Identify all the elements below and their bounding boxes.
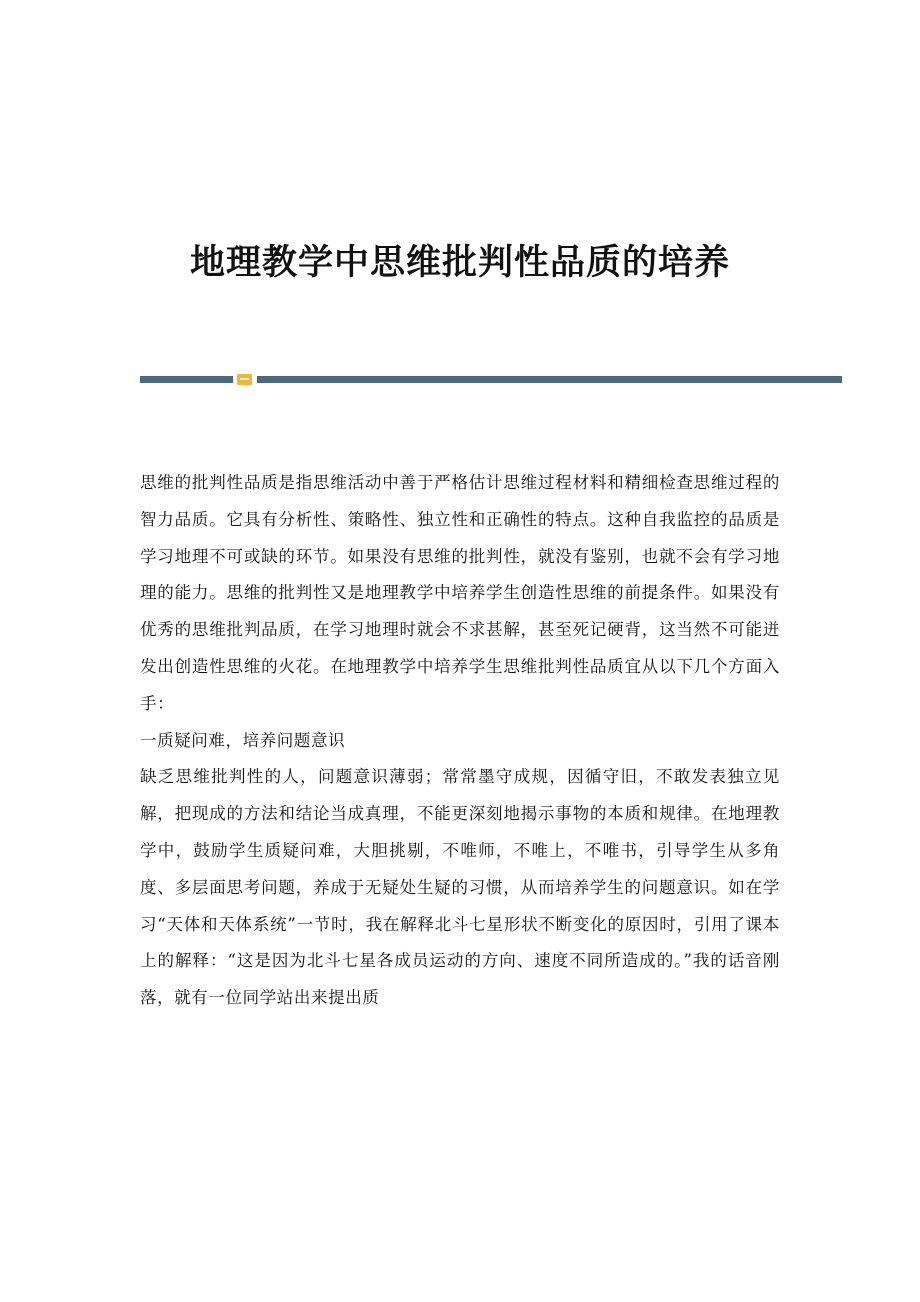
document-body [140,465,780,1017]
section-heading: 一质疑问难，培养问题意识 [140,730,346,750]
divider-bar-left [140,376,233,383]
title-divider [140,374,842,386]
intro-paragraph: 思维的批判性品质是指思维活动中善于严格估计思维过程材料和精细检查思维过程的智力品质。它具有分析性、策略性、独立性和正确性的特点。这种自我监控的品质是学习地理不可或缺的环节。如果没有思维的批判性，就没有鉴别，也就不会有学习地理的能力。思维的批判性又是地理教学中培养学生创造性思维的前提条件。如果没有优秀的思维批判品质，在学习地理时就会不求甚解，甚至死记硬背，这当然不可能迸发出创造性思维的火花。在地理教学中培养学生思维批判性品质宜从以下几个方面入手： [140,473,780,713]
divider-bar-right [257,376,842,383]
document-title: 地理教学中思维批判性品质的培养 [189,243,730,284]
section-paragraph: 缺乏思维批判性的人，问题意识薄弱；常常墨守成规，因循守旧，不敢发表独立见解，把现成的方法和结论当成真理，不能更深刻地揭示事物的本质和规律。在地理教学中，鼓励学生质疑问难，大胆挑剔，不唯师，不唯上，不唯书，引导学生从多角度、多层面思考问题，养成于无疑处生疑的习惯，从而培养学生的问题意识。如在学习“天体和天体系统”一节时，我在解释北斗七星形状不断变化的原因时，引用了课本上的解释：“这是因为北斗七星各成员运动的方向、速度不同所造成的。”我的话音刚落，就有一位同学站出来提出质 [140,767,780,1008]
divider-ornament-icon [237,374,252,385]
